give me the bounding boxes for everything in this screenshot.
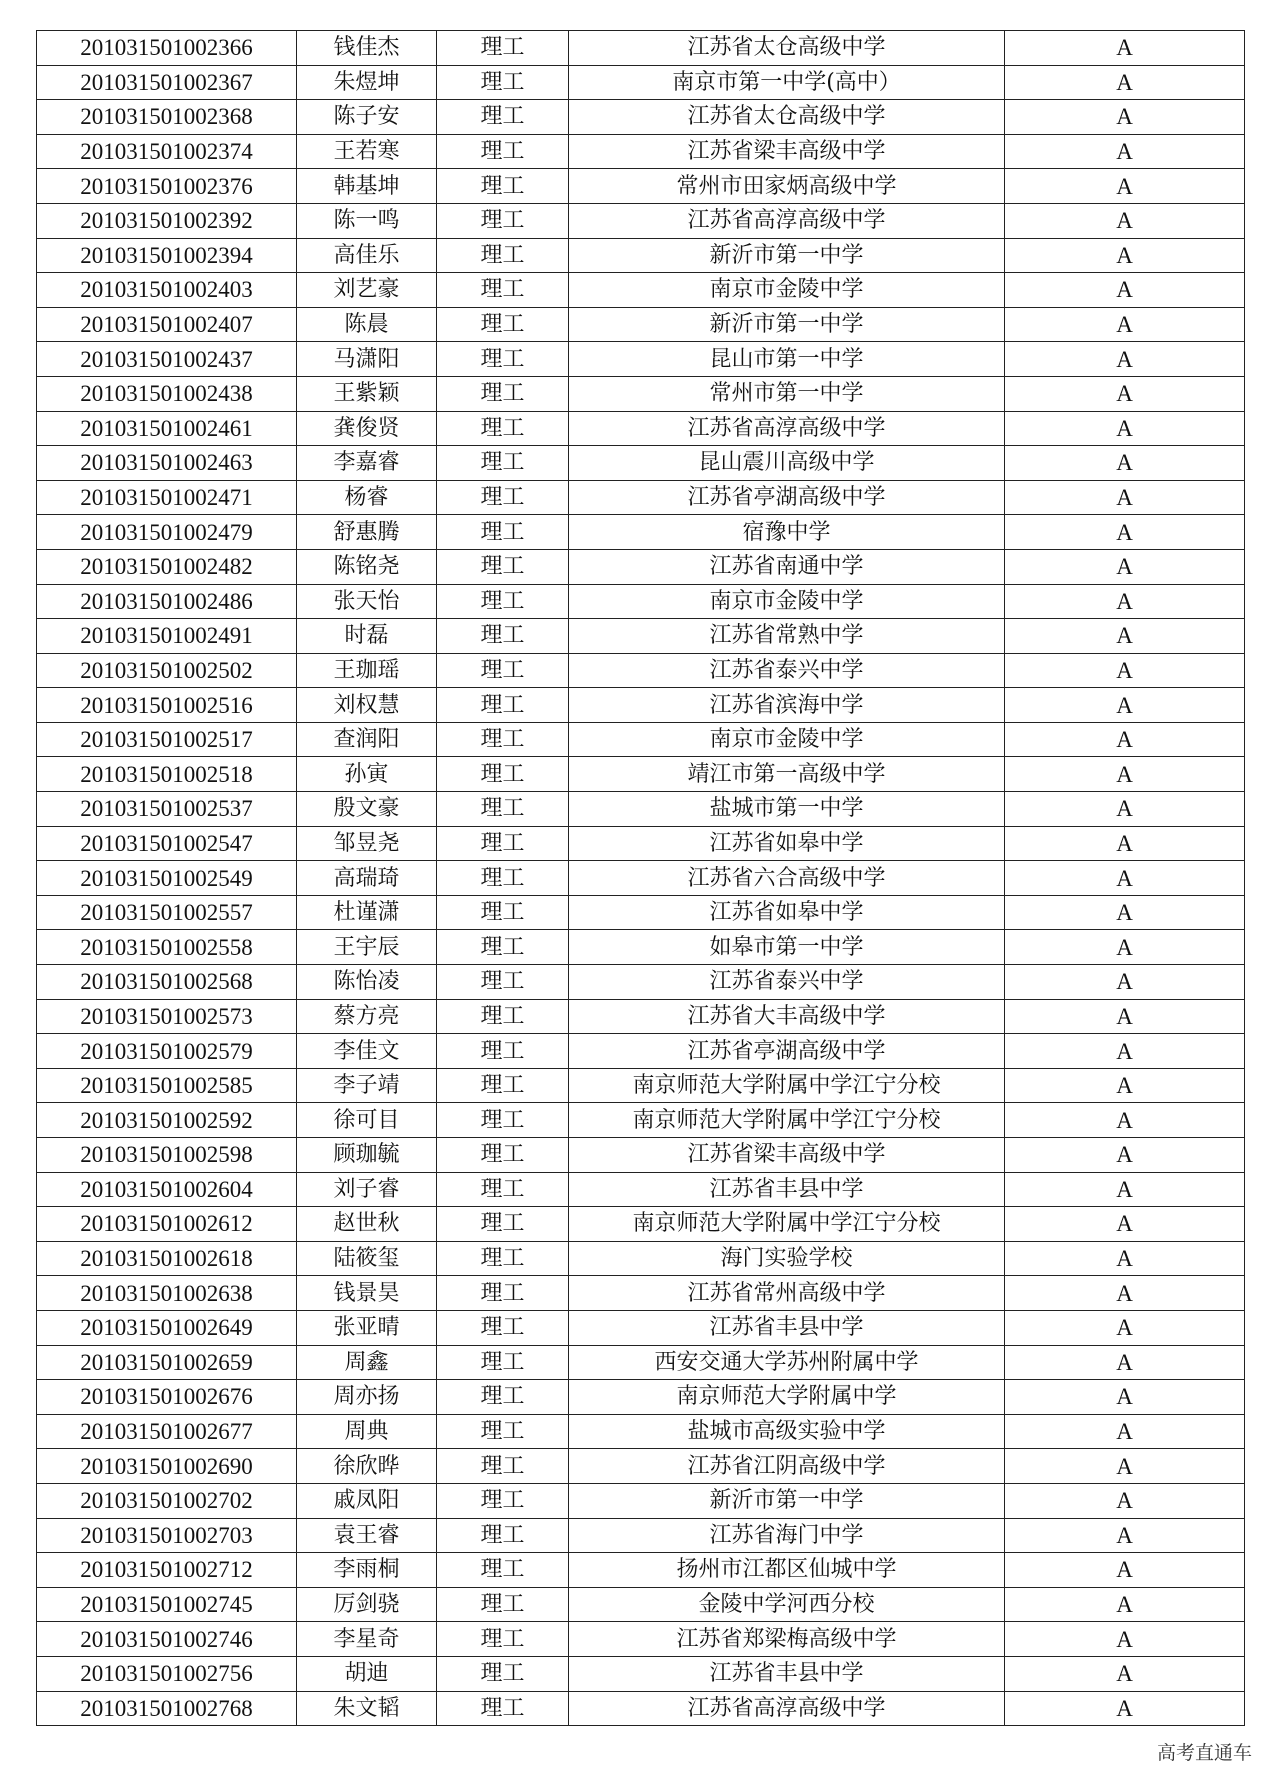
cell-category: 理工 [437, 65, 569, 100]
cell-name: 陈子安 [297, 100, 437, 135]
cell-category: 理工 [437, 480, 569, 515]
table-row [37, 1345, 1245, 1380]
cell-category: 理工 [437, 273, 569, 308]
cell-grade: A [1005, 376, 1245, 411]
cell-grade: A [1005, 895, 1245, 930]
cell-id: 201031501002745 [37, 1587, 297, 1622]
cell-school: 江苏省大丰高级中学 [569, 999, 1005, 1034]
cell-school: 新沂市第一中学 [569, 307, 1005, 342]
cell-name: 蔡方亮 [297, 999, 437, 1034]
cell-grade: A [1005, 1691, 1245, 1726]
cell-id: 201031501002612 [37, 1207, 297, 1242]
table-row [37, 792, 1245, 827]
cell-category: 理工 [437, 653, 569, 688]
cell-grade: A [1005, 342, 1245, 377]
cell-id: 201031501002604 [37, 1172, 297, 1207]
cell-category: 理工 [437, 1553, 569, 1588]
cell-school: 靖江市第一高级中学 [569, 757, 1005, 792]
table-row [37, 895, 1245, 930]
cell-id: 201031501002677 [37, 1414, 297, 1449]
cell-name: 舒惠腾 [297, 515, 437, 550]
admission-table [36, 30, 1245, 1726]
cell-name: 李星奇 [297, 1622, 437, 1657]
table-row [37, 584, 1245, 619]
cell-grade: A [1005, 1622, 1245, 1657]
cell-category: 理工 [437, 757, 569, 792]
cell-school: 南京师范大学附属中学江宁分校 [569, 1103, 1005, 1138]
cell-school: 扬州市江都区仙城中学 [569, 1553, 1005, 1588]
cell-category: 理工 [437, 584, 569, 619]
table-row [37, 1414, 1245, 1449]
cell-category: 理工 [437, 1380, 569, 1415]
cell-id: 201031501002558 [37, 930, 297, 965]
cell-id: 201031501002598 [37, 1138, 297, 1173]
cell-name: 钱景昊 [297, 1276, 437, 1311]
cell-grade: A [1005, 1034, 1245, 1069]
table-row [37, 1483, 1245, 1518]
table-row [37, 1172, 1245, 1207]
table-row [37, 930, 1245, 965]
cell-name: 李雨桐 [297, 1553, 437, 1588]
cell-category: 理工 [437, 549, 569, 584]
cell-name: 王珈瑶 [297, 653, 437, 688]
cell-school: 南京市金陵中学 [569, 584, 1005, 619]
cell-name: 李嘉睿 [297, 446, 437, 481]
cell-grade: A [1005, 1068, 1245, 1103]
cell-id: 201031501002676 [37, 1380, 297, 1415]
cell-grade: A [1005, 134, 1245, 169]
table-row [37, 1103, 1245, 1138]
cell-id: 201031501002491 [37, 619, 297, 654]
cell-category: 理工 [437, 1207, 569, 1242]
cell-grade: A [1005, 1276, 1245, 1311]
cell-school: 昆山震川高级中学 [569, 446, 1005, 481]
cell-school: 江苏省梁丰高级中学 [569, 1138, 1005, 1173]
cell-school: 南京市金陵中学 [569, 273, 1005, 308]
cell-name: 周亦扬 [297, 1380, 437, 1415]
cell-name: 朱煜坤 [297, 65, 437, 100]
cell-category: 理工 [437, 999, 569, 1034]
cell-school: 江苏省江阴高级中学 [569, 1449, 1005, 1484]
table-row [37, 515, 1245, 550]
cell-id: 201031501002537 [37, 792, 297, 827]
cell-school: 江苏省常熟中学 [569, 619, 1005, 654]
cell-category: 理工 [437, 1103, 569, 1138]
cell-grade: A [1005, 792, 1245, 827]
cell-category: 理工 [437, 1656, 569, 1691]
cell-name: 高瑞琦 [297, 861, 437, 896]
cell-grade: A [1005, 307, 1245, 342]
cell-school: 新沂市第一中学 [569, 1483, 1005, 1518]
cell-grade: A [1005, 930, 1245, 965]
cell-id: 201031501002438 [37, 376, 297, 411]
cell-grade: A [1005, 515, 1245, 550]
cell-school: 常州市田家炳高级中学 [569, 169, 1005, 204]
cell-grade: A [1005, 1553, 1245, 1588]
cell-school: 江苏省泰兴中学 [569, 965, 1005, 1000]
cell-name: 胡迪 [297, 1656, 437, 1691]
cell-category: 理工 [437, 100, 569, 135]
cell-id: 201031501002486 [37, 584, 297, 619]
cell-grade: A [1005, 203, 1245, 238]
table-row [37, 134, 1245, 169]
cell-school: 宿豫中学 [569, 515, 1005, 550]
cell-name: 杨睿 [297, 480, 437, 515]
cell-category: 理工 [437, 1587, 569, 1622]
cell-id: 201031501002407 [37, 307, 297, 342]
cell-category: 理工 [437, 1138, 569, 1173]
cell-grade: A [1005, 549, 1245, 584]
cell-grade: A [1005, 1172, 1245, 1207]
cell-school: 江苏省郑梁梅高级中学 [569, 1622, 1005, 1657]
watermark: 高考直通车 [1156, 1742, 1252, 1764]
cell-id: 201031501002518 [37, 757, 297, 792]
cell-school: 江苏省常州高级中学 [569, 1276, 1005, 1311]
cell-category: 理工 [437, 1518, 569, 1553]
cell-name: 陆筱玺 [297, 1241, 437, 1276]
cell-id: 201031501002702 [37, 1483, 297, 1518]
table-row [37, 1449, 1245, 1484]
table-row [37, 1691, 1245, 1726]
cell-grade: A [1005, 1241, 1245, 1276]
cell-id: 201031501002482 [37, 549, 297, 584]
cell-id: 201031501002479 [37, 515, 297, 550]
table-row [37, 100, 1245, 135]
cell-grade: A [1005, 1138, 1245, 1173]
cell-name: 李佳文 [297, 1034, 437, 1069]
cell-grade: A [1005, 999, 1245, 1034]
cell-grade: A [1005, 1518, 1245, 1553]
cell-category: 理工 [437, 203, 569, 238]
cell-grade: A [1005, 757, 1245, 792]
cell-name: 张亚晴 [297, 1310, 437, 1345]
cell-name: 徐欣晔 [297, 1449, 437, 1484]
cell-category: 理工 [437, 134, 569, 169]
cell-school: 南京市第一中学(高中） [569, 65, 1005, 100]
cell-id: 201031501002592 [37, 1103, 297, 1138]
table-row [37, 273, 1245, 308]
cell-name: 陈怡凌 [297, 965, 437, 1000]
cell-name: 高佳乐 [297, 238, 437, 273]
cell-category: 理工 [437, 376, 569, 411]
cell-id: 201031501002568 [37, 965, 297, 1000]
cell-category: 理工 [437, 238, 569, 273]
cell-category: 理工 [437, 1691, 569, 1726]
cell-grade: A [1005, 722, 1245, 757]
table-row [37, 826, 1245, 861]
table-row [37, 1276, 1245, 1311]
table-row [37, 446, 1245, 481]
table-row [37, 1241, 1245, 1276]
table-row [37, 619, 1245, 654]
cell-category: 理工 [437, 1034, 569, 1069]
table-row [37, 169, 1245, 204]
cell-school: 南京师范大学附属中学江宁分校 [569, 1207, 1005, 1242]
table-row [37, 1068, 1245, 1103]
cell-grade: A [1005, 100, 1245, 135]
cell-name: 刘权慧 [297, 688, 437, 723]
table-row [37, 1138, 1245, 1173]
cell-id: 201031501002649 [37, 1310, 297, 1345]
cell-name: 龚俊贤 [297, 411, 437, 446]
cell-grade: A [1005, 1587, 1245, 1622]
cell-school: 盐城市第一中学 [569, 792, 1005, 827]
cell-name: 马潇阳 [297, 342, 437, 377]
cell-category: 理工 [437, 722, 569, 757]
cell-name: 王若寒 [297, 134, 437, 169]
cell-name: 殷文豪 [297, 792, 437, 827]
cell-id: 201031501002368 [37, 100, 297, 135]
cell-id: 201031501002768 [37, 1691, 297, 1726]
cell-category: 理工 [437, 31, 569, 66]
cell-grade: A [1005, 238, 1245, 273]
cell-school: 西安交通大学苏州附属中学 [569, 1345, 1005, 1380]
cell-id: 201031501002549 [37, 861, 297, 896]
cell-category: 理工 [437, 411, 569, 446]
cell-name: 李子靖 [297, 1068, 437, 1103]
table-row [37, 1553, 1245, 1588]
cell-id: 201031501002659 [37, 1345, 297, 1380]
cell-school: 南京师范大学附属中学江宁分校 [569, 1068, 1005, 1103]
table-row [37, 1656, 1245, 1691]
cell-name: 张天怡 [297, 584, 437, 619]
cell-name: 王紫颖 [297, 376, 437, 411]
cell-school: 江苏省梁丰高级中学 [569, 134, 1005, 169]
table-row [37, 1518, 1245, 1553]
cell-name: 赵世秋 [297, 1207, 437, 1242]
cell-category: 理工 [437, 895, 569, 930]
cell-name: 朱文韬 [297, 1691, 437, 1726]
cell-name: 戚凤阳 [297, 1483, 437, 1518]
cell-id: 201031501002547 [37, 826, 297, 861]
cell-grade: A [1005, 169, 1245, 204]
cell-school: 江苏省如皋中学 [569, 895, 1005, 930]
table-row [37, 757, 1245, 792]
cell-grade: A [1005, 1207, 1245, 1242]
cell-category: 理工 [437, 619, 569, 654]
cell-category: 理工 [437, 1310, 569, 1345]
cell-name: 周典 [297, 1414, 437, 1449]
cell-grade: A [1005, 619, 1245, 654]
cell-id: 201031501002376 [37, 169, 297, 204]
cell-grade: A [1005, 480, 1245, 515]
table-row [37, 1622, 1245, 1657]
cell-category: 理工 [437, 1345, 569, 1380]
cell-name: 孙寅 [297, 757, 437, 792]
cell-category: 理工 [437, 1483, 569, 1518]
table-row [37, 238, 1245, 273]
cell-id: 201031501002557 [37, 895, 297, 930]
table-row [37, 1587, 1245, 1622]
cell-school: 盐城市高级实验中学 [569, 1414, 1005, 1449]
table-row [37, 307, 1245, 342]
cell-school: 如皋市第一中学 [569, 930, 1005, 965]
cell-school: 江苏省丰县中学 [569, 1172, 1005, 1207]
cell-id: 201031501002471 [37, 480, 297, 515]
table-row [37, 1207, 1245, 1242]
cell-school: 江苏省六合高级中学 [569, 861, 1005, 896]
cell-grade: A [1005, 1345, 1245, 1380]
cell-school: 江苏省滨海中学 [569, 688, 1005, 723]
cell-category: 理工 [437, 861, 569, 896]
cell-name: 顾珈毓 [297, 1138, 437, 1173]
cell-school: 江苏省泰兴中学 [569, 653, 1005, 688]
cell-school: 江苏省太仓高级中学 [569, 31, 1005, 66]
cell-name: 杜谨潇 [297, 895, 437, 930]
cell-category: 理工 [437, 688, 569, 723]
cell-school: 江苏省太仓高级中学 [569, 100, 1005, 135]
cell-name: 韩基坤 [297, 169, 437, 204]
cell-school: 江苏省高淳高级中学 [569, 411, 1005, 446]
cell-name: 刘艺豪 [297, 273, 437, 308]
cell-id: 201031501002690 [37, 1449, 297, 1484]
cell-grade: A [1005, 1414, 1245, 1449]
cell-id: 201031501002579 [37, 1034, 297, 1069]
cell-name: 邹昱尧 [297, 826, 437, 861]
cell-school: 金陵中学河西分校 [569, 1587, 1005, 1622]
cell-id: 201031501002502 [37, 653, 297, 688]
table-row [37, 203, 1245, 238]
table-row [37, 411, 1245, 446]
cell-name: 陈晨 [297, 307, 437, 342]
cell-grade: A [1005, 688, 1245, 723]
cell-id: 201031501002461 [37, 411, 297, 446]
table-row [37, 965, 1245, 1000]
cell-name: 查润阳 [297, 722, 437, 757]
cell-category: 理工 [437, 515, 569, 550]
cell-grade: A [1005, 65, 1245, 100]
cell-name: 时磊 [297, 619, 437, 654]
cell-category: 理工 [437, 1622, 569, 1657]
cell-grade: A [1005, 584, 1245, 619]
cell-id: 201031501002516 [37, 688, 297, 723]
cell-school: 南京师范大学附属中学 [569, 1380, 1005, 1415]
cell-id: 201031501002366 [37, 31, 297, 66]
cell-grade: A [1005, 653, 1245, 688]
cell-school: 海门实验学校 [569, 1241, 1005, 1276]
table-row [37, 1034, 1245, 1069]
cell-grade: A [1005, 965, 1245, 1000]
table-row [37, 549, 1245, 584]
cell-category: 理工 [437, 307, 569, 342]
cell-grade: A [1005, 1656, 1245, 1691]
cell-grade: A [1005, 446, 1245, 481]
table-row [37, 65, 1245, 100]
cell-category: 理工 [437, 826, 569, 861]
table-row [37, 722, 1245, 757]
cell-id: 201031501002638 [37, 1276, 297, 1311]
cell-id: 201031501002585 [37, 1068, 297, 1103]
cell-name: 陈一鸣 [297, 203, 437, 238]
cell-grade: A [1005, 1483, 1245, 1518]
cell-grade: A [1005, 31, 1245, 66]
cell-id: 201031501002756 [37, 1656, 297, 1691]
cell-name: 王宇辰 [297, 930, 437, 965]
cell-id: 201031501002712 [37, 1553, 297, 1588]
cell-category: 理工 [437, 792, 569, 827]
cell-category: 理工 [437, 1276, 569, 1311]
cell-name: 周鑫 [297, 1345, 437, 1380]
cell-id: 201031501002394 [37, 238, 297, 273]
cell-id: 201031501002573 [37, 999, 297, 1034]
cell-category: 理工 [437, 1449, 569, 1484]
table-row [37, 999, 1245, 1034]
cell-school: 江苏省丰县中学 [569, 1310, 1005, 1345]
cell-name: 徐可目 [297, 1103, 437, 1138]
cell-category: 理工 [437, 1172, 569, 1207]
table-row [37, 688, 1245, 723]
cell-school: 江苏省高淳高级中学 [569, 1691, 1005, 1726]
cell-category: 理工 [437, 169, 569, 204]
cell-grade: A [1005, 1380, 1245, 1415]
cell-name: 刘子睿 [297, 1172, 437, 1207]
cell-school: 江苏省高淳高级中学 [569, 203, 1005, 238]
table-row [37, 1310, 1245, 1345]
table-row [37, 480, 1245, 515]
cell-id: 201031501002392 [37, 203, 297, 238]
cell-school: 常州市第一中学 [569, 376, 1005, 411]
cell-id: 201031501002746 [37, 1622, 297, 1657]
cell-category: 理工 [437, 930, 569, 965]
cell-name: 袁王睿 [297, 1518, 437, 1553]
cell-school: 昆山市第一中学 [569, 342, 1005, 377]
cell-id: 201031501002367 [37, 65, 297, 100]
table-row [37, 342, 1245, 377]
cell-school: 江苏省南通中学 [569, 549, 1005, 584]
cell-id: 201031501002463 [37, 446, 297, 481]
cell-school: 江苏省海门中学 [569, 1518, 1005, 1553]
cell-id: 201031501002437 [37, 342, 297, 377]
cell-category: 理工 [437, 1241, 569, 1276]
cell-id: 201031501002618 [37, 1241, 297, 1276]
table-row [37, 376, 1245, 411]
cell-category: 理工 [437, 965, 569, 1000]
cell-school: 新沂市第一中学 [569, 238, 1005, 273]
cell-grade: A [1005, 1449, 1245, 1484]
cell-category: 理工 [437, 446, 569, 481]
cell-name: 钱佳杰 [297, 31, 437, 66]
cell-school: 江苏省丰县中学 [569, 1656, 1005, 1691]
cell-id: 201031501002517 [37, 722, 297, 757]
cell-grade: A [1005, 861, 1245, 896]
table-body [37, 31, 1245, 1726]
cell-school: 江苏省亭湖高级中学 [569, 480, 1005, 515]
cell-name: 厉剑骁 [297, 1587, 437, 1622]
table-row [37, 1380, 1245, 1415]
cell-id: 201031501002403 [37, 273, 297, 308]
cell-category: 理工 [437, 1414, 569, 1449]
cell-grade: A [1005, 1310, 1245, 1345]
cell-school: 南京市金陵中学 [569, 722, 1005, 757]
cell-category: 理工 [437, 342, 569, 377]
cell-school: 江苏省如皋中学 [569, 826, 1005, 861]
table-row [37, 31, 1245, 66]
cell-school: 江苏省亭湖高级中学 [569, 1034, 1005, 1069]
cell-grade: A [1005, 273, 1245, 308]
table-row [37, 861, 1245, 896]
cell-id: 201031501002703 [37, 1518, 297, 1553]
cell-grade: A [1005, 1103, 1245, 1138]
table-row [37, 653, 1245, 688]
cell-id: 201031501002374 [37, 134, 297, 169]
cell-grade: A [1005, 411, 1245, 446]
cell-category: 理工 [437, 1068, 569, 1103]
cell-grade: A [1005, 826, 1245, 861]
cell-name: 陈铭尧 [297, 549, 437, 584]
